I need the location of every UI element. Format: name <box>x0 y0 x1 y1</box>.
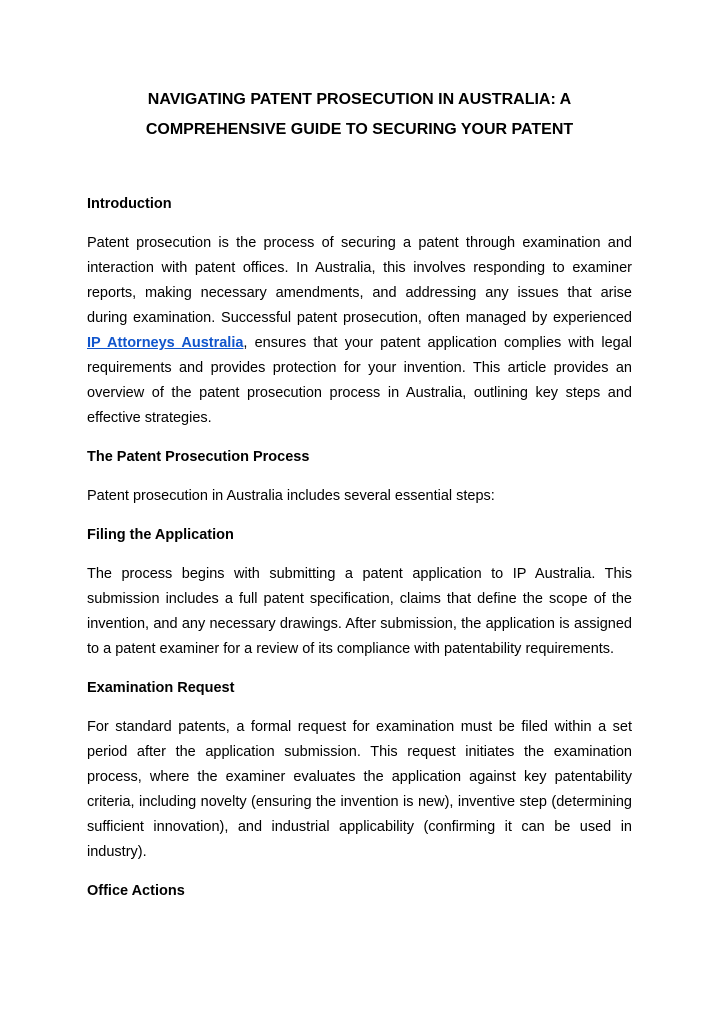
ip-attorneys-australia-link[interactable]: IP Attorneys Australia <box>87 335 244 351</box>
title-line-2: COMPREHENSIVE GUIDE TO SECURING YOUR PATENT <box>145 121 574 138</box>
heading-office-actions: Office Actions <box>87 883 185 899</box>
paragraph-examination: For standard patents, a formal request for examination must be filed within a set period after the application submission. This request initiates the examination process, where the examiner evaluates the application against key patentability criteria, including novelty (ensuring the invention is new), inventive step (determining sufficient innovation), and industrial applicability (confirming it can be used in industry). <box>87 719 632 860</box>
title-line-1: NAVIGATING PATENT PROSECUTION IN AUSTRALIA: A <box>147 91 572 108</box>
heading-examination-request: Examination Request <box>87 680 235 696</box>
intro-text-after-link: , ensures that your patent application complies with legal requirements and provides protection for your invention. This article provides an overview of the patent prosecution process in Australia, outlining key steps and effective strategies. <box>87 335 632 426</box>
paragraph-filing: The process begins with submitting a patent application to IP Australia. This submission includes a full patent specification, claims that define the scope of the invention, and any necessary drawings. After submission, the application is assigned to a patent examiner for a review of its compliance with patentability requirements. <box>87 566 632 657</box>
heading-introduction: Introduction <box>87 196 172 212</box>
heading-patent-prosecution-process: The Patent Prosecution Process <box>87 449 310 465</box>
document-title <box>87 0 632 145</box>
paragraph-introduction <box>87 231 632 431</box>
paragraph-process: Patent prosecution in Australia includes several essential steps: <box>87 488 495 504</box>
intro-text-before-link: Patent prosecution is the process of securing a patent through examination and interaction with patent offices. In Australia, this involves responding to examiner reports, making necessary amendments, and addressing any issues that arise during examination. Successful patent prosecution, often managed by experienced <box>87 235 632 326</box>
heading-filing-the-application: Filing the Application <box>87 527 234 543</box>
